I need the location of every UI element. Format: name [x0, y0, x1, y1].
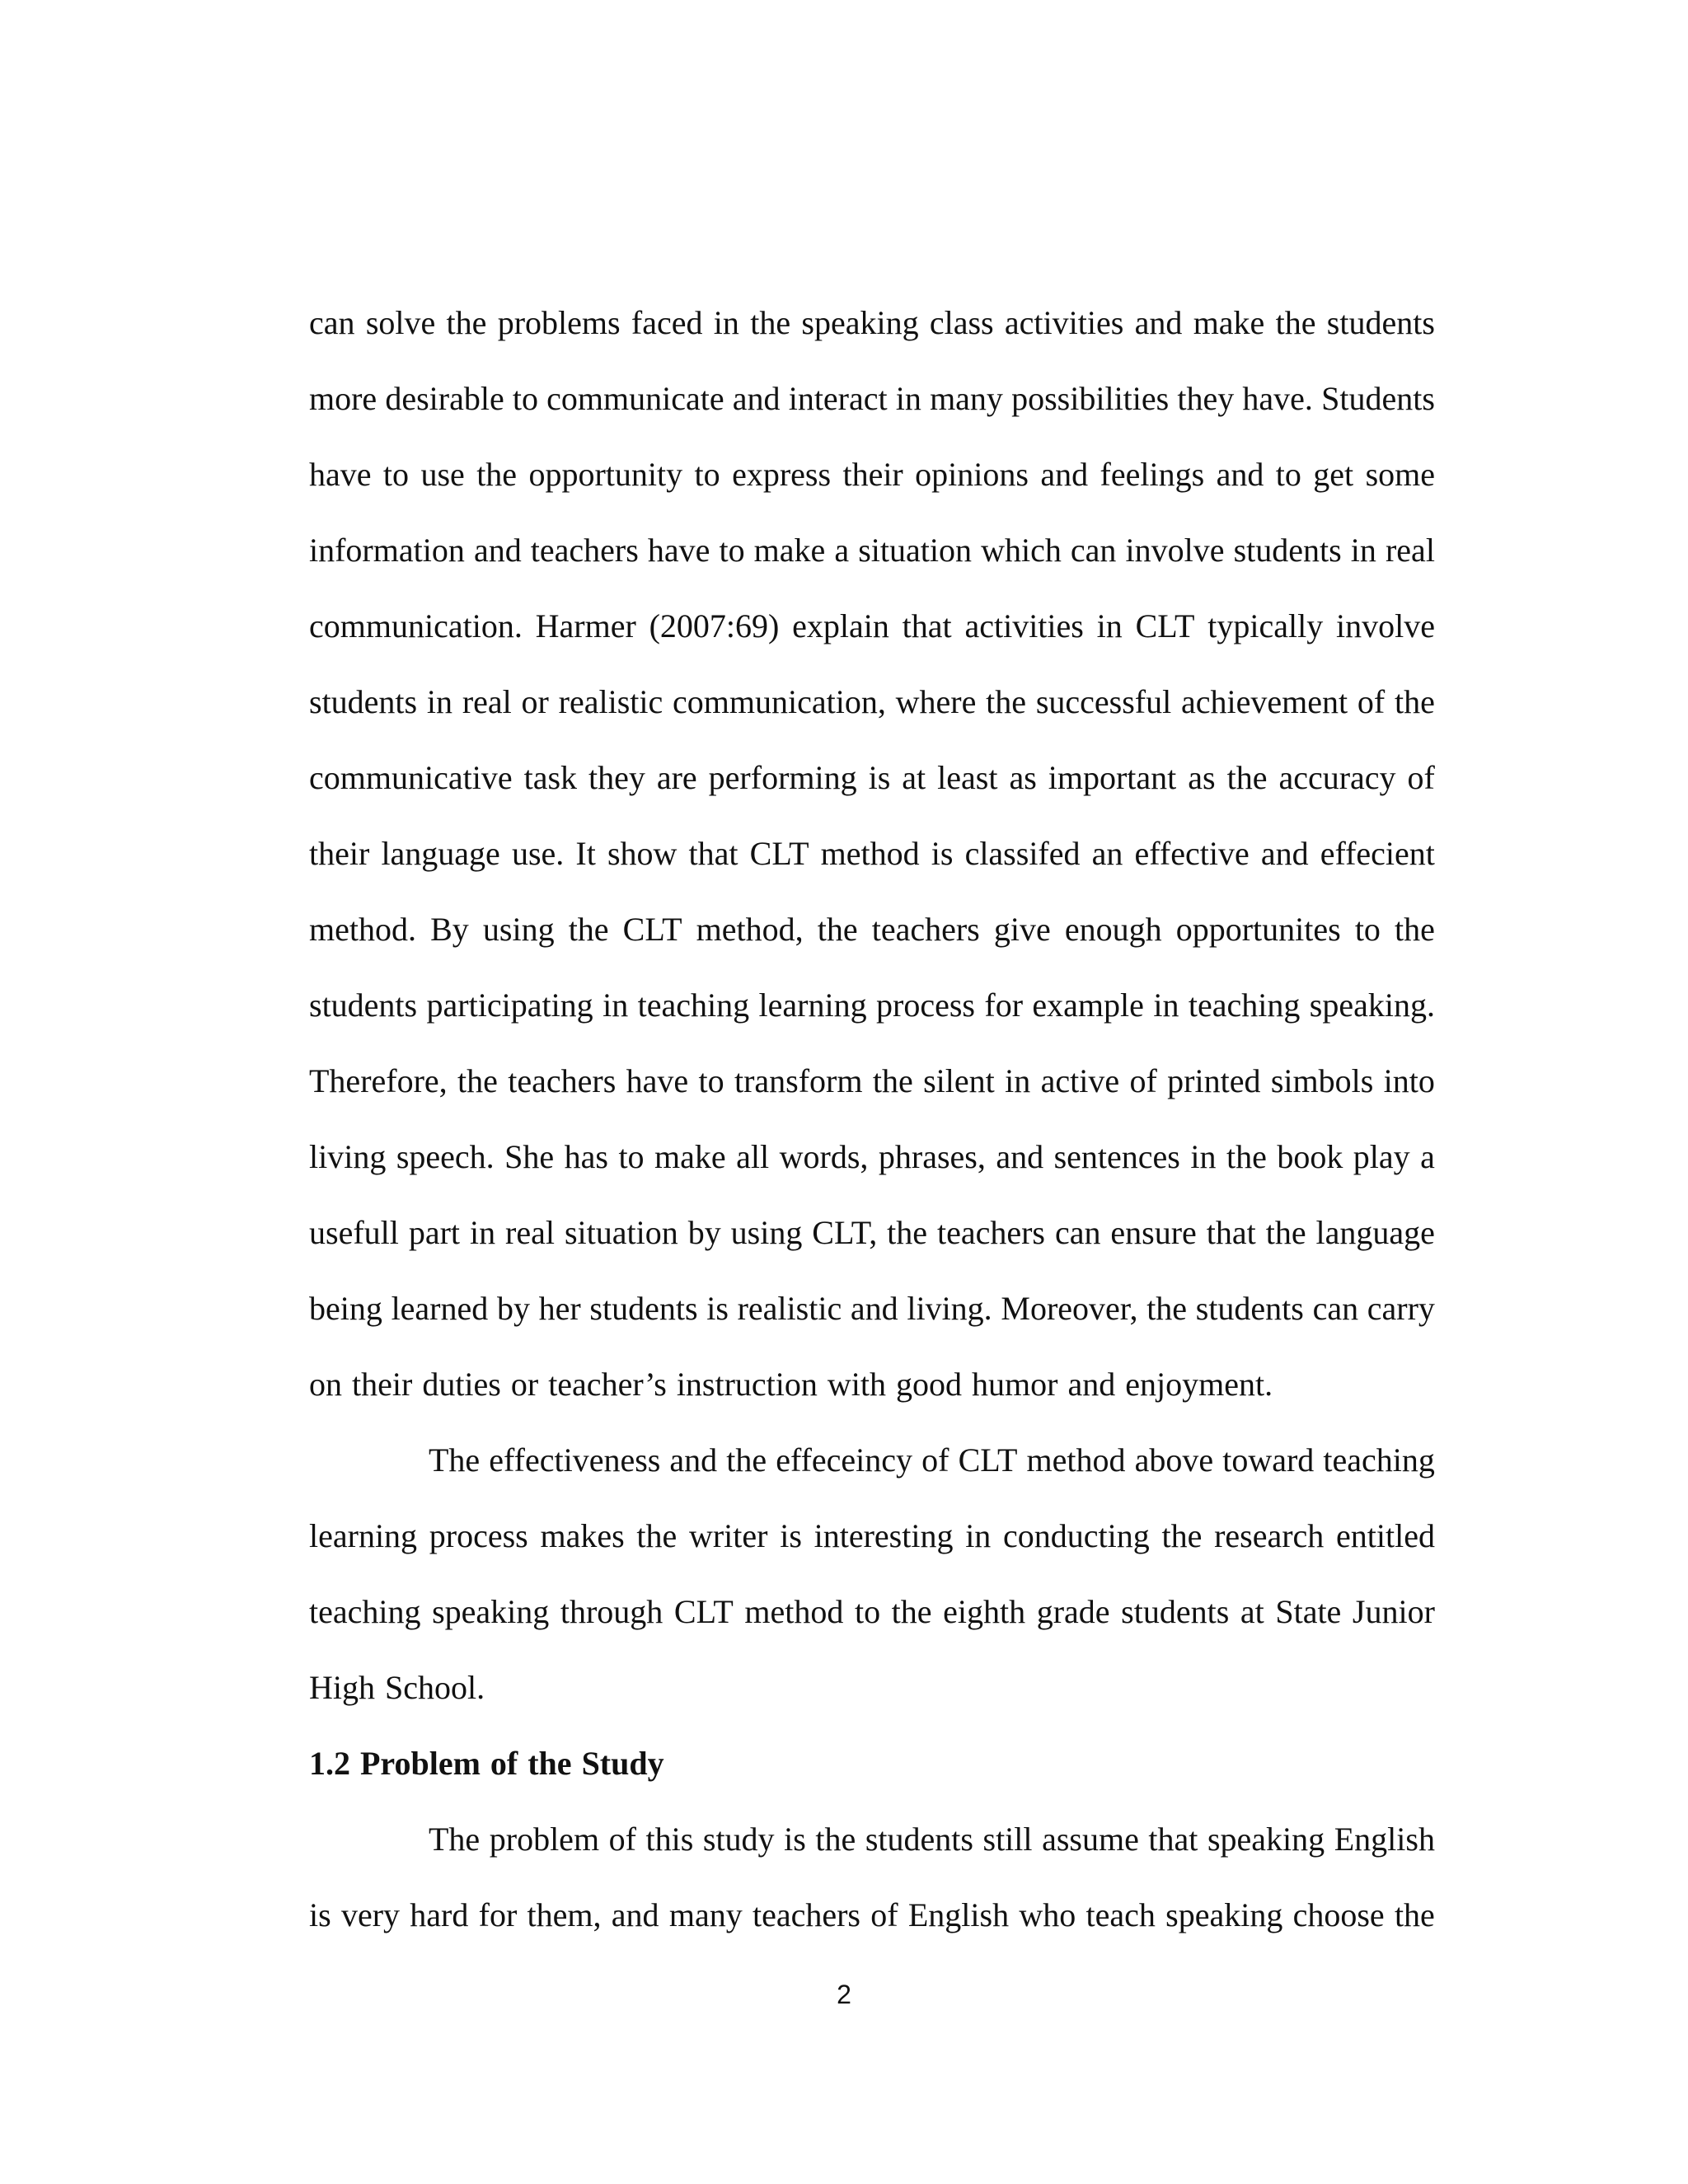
word: her [538, 1290, 581, 1327]
word: can [1054, 1214, 1101, 1251]
word: choose [1292, 1896, 1385, 1933]
word: students [309, 683, 418, 720]
word: that [1148, 1821, 1198, 1858]
word: She [504, 1138, 555, 1175]
word: successful [1035, 683, 1172, 720]
word: makes [540, 1517, 625, 1554]
word: teachers [871, 911, 980, 948]
word: speaking [801, 304, 919, 341]
word: communication. [309, 607, 523, 644]
text-line [309, 834, 1435, 910]
word: the [446, 304, 487, 341]
word: Junior [1352, 1593, 1435, 1630]
word: method [820, 835, 920, 872]
word: good [896, 1366, 963, 1403]
text-line [309, 910, 1435, 986]
word: enough [1064, 911, 1162, 948]
word: an [1091, 835, 1123, 872]
word: in [1005, 1062, 1031, 1099]
word: involve [1336, 607, 1435, 644]
word: in [426, 683, 453, 720]
word: School. [385, 1669, 485, 1706]
word: possibilities [1011, 380, 1170, 417]
word: High [309, 1669, 375, 1706]
word: writer [688, 1517, 768, 1554]
text-line [309, 1137, 1435, 1213]
word: real [505, 1214, 555, 1251]
word: communicate [546, 380, 724, 417]
word: the [1146, 1290, 1188, 1327]
word: is [868, 759, 891, 796]
text-line [309, 986, 1435, 1062]
word: teaching [1188, 987, 1301, 1024]
word: method [744, 1593, 844, 1630]
word: the [1275, 304, 1316, 341]
word: CLT [673, 1593, 734, 1630]
word: assume [1042, 1821, 1139, 1858]
word: State [1275, 1593, 1342, 1630]
word: make [1193, 304, 1265, 341]
text-line [309, 303, 1435, 379]
word: to [382, 456, 410, 493]
word: have [309, 456, 372, 493]
word: accuracy [1278, 759, 1396, 796]
text-line [309, 607, 1435, 682]
word: learned [391, 1290, 489, 1327]
word: carry [1367, 1290, 1435, 1327]
word: that [1206, 1214, 1256, 1251]
word: English [1334, 1821, 1435, 1858]
word: to [854, 1593, 881, 1630]
word: with [827, 1366, 887, 1403]
word: real [462, 683, 512, 720]
word: usefull [309, 1214, 399, 1251]
text-line [309, 455, 1435, 531]
word: a [1420, 1138, 1435, 1175]
word: play [1353, 1138, 1410, 1175]
word: involve [1125, 532, 1225, 569]
text-line [309, 1592, 1435, 1668]
word: the [528, 1745, 572, 1782]
word: more [309, 380, 377, 417]
text-line [309, 1668, 1435, 1744]
word: in [1153, 987, 1179, 1024]
word: speaking [1207, 1821, 1325, 1858]
word: achievement [1181, 683, 1348, 720]
word: CLT, [812, 1214, 878, 1251]
word: 1.2 [309, 1745, 350, 1782]
word: classifed [964, 835, 1081, 872]
word: through [560, 1593, 663, 1630]
word: Students [1321, 380, 1435, 417]
word: is [780, 1517, 802, 1554]
word: they [1177, 380, 1235, 417]
word: some [1365, 456, 1435, 493]
word: being [309, 1290, 382, 1327]
word: at [1240, 1593, 1264, 1630]
word: faced [631, 304, 703, 341]
word: sentences [1053, 1138, 1180, 1175]
word: active [1040, 1062, 1120, 1099]
word: part [408, 1214, 461, 1251]
word: and [1040, 456, 1089, 493]
word: give [993, 911, 1051, 948]
word: students [1326, 304, 1435, 341]
word: of [1357, 683, 1386, 720]
word: speech. [396, 1138, 495, 1175]
word: typically [1207, 607, 1324, 644]
word: class [929, 304, 994, 341]
word: least [937, 759, 998, 796]
word: students [309, 987, 418, 1024]
word: teachers [752, 1896, 860, 1933]
word: process [429, 1517, 528, 1554]
word: Study [581, 1745, 664, 1782]
word: activities [964, 607, 1084, 644]
word: problems [497, 304, 621, 341]
word: the [636, 1517, 678, 1554]
text-line [309, 1516, 1435, 1592]
word: CLT [1135, 607, 1195, 644]
word: have. [1242, 380, 1313, 417]
word: the [1395, 683, 1435, 720]
word: teachers [530, 532, 639, 569]
word: many [930, 380, 1003, 417]
word: Moreover, [1001, 1290, 1138, 1327]
word: the [1265, 1214, 1306, 1251]
word: the [891, 1593, 932, 1630]
word: conducting [1003, 1517, 1150, 1554]
word: opportunity [528, 456, 683, 493]
word: By [430, 911, 469, 948]
word: real [1385, 532, 1435, 569]
word: to [512, 380, 538, 417]
text-line [309, 1365, 1435, 1441]
word: into [1383, 1062, 1435, 1099]
word: this [645, 1821, 694, 1858]
word: have [626, 1062, 689, 1099]
word: phrases, [878, 1138, 986, 1175]
word: effectiveness [489, 1441, 661, 1479]
word: the [815, 1821, 856, 1858]
text-line [309, 758, 1435, 834]
word: the [986, 683, 1027, 720]
word: where [895, 683, 977, 720]
word: learning [758, 987, 867, 1024]
word: their [309, 835, 370, 872]
word: book [1277, 1138, 1343, 1175]
word: in [469, 1214, 496, 1251]
word: above [1134, 1441, 1214, 1479]
word: is [309, 1896, 331, 1933]
word: language [1315, 1214, 1435, 1251]
word: performing [708, 759, 857, 796]
word: at [902, 759, 926, 796]
word: can [1312, 1290, 1359, 1327]
word: toward [1222, 1441, 1315, 1479]
word: humor [972, 1366, 1058, 1403]
word: them, [527, 1896, 602, 1933]
word: students [1233, 532, 1342, 569]
word: language [381, 835, 500, 872]
text-line [309, 531, 1435, 607]
word: process [876, 987, 975, 1024]
word: of [921, 1441, 950, 1479]
word: express [732, 456, 832, 493]
word: can [1070, 532, 1117, 569]
word: activities [1004, 304, 1124, 341]
word: solve [365, 304, 436, 341]
text-line [309, 379, 1435, 455]
word: get [1313, 456, 1354, 493]
word: they [588, 759, 645, 796]
word: simbols [1270, 1062, 1374, 1099]
word: of [870, 1896, 898, 1933]
word: Therefore, [309, 1062, 448, 1099]
word: in [895, 380, 921, 417]
word: enjoyment. [1125, 1366, 1273, 1403]
word: a [834, 532, 850, 569]
word: learning [309, 1517, 418, 1554]
word: use. [511, 835, 565, 872]
word: is [931, 835, 954, 872]
word: teacher’s [548, 1366, 667, 1403]
word: who [1019, 1896, 1076, 1933]
word: opportunites [1175, 911, 1341, 948]
word: words, [779, 1138, 869, 1175]
word: printed [1167, 1062, 1261, 1099]
word: of [608, 1821, 636, 1858]
word: Harmer [535, 607, 636, 644]
word: The [429, 1821, 481, 1858]
text-line [309, 1062, 1435, 1137]
word: and [732, 380, 781, 417]
word: which [981, 532, 1062, 569]
word: teachers [508, 1062, 617, 1099]
word: have [647, 532, 710, 569]
word: students [1121, 1593, 1230, 1630]
text-line [309, 1289, 1435, 1365]
word: example [1032, 987, 1144, 1024]
word: using [730, 1214, 803, 1251]
word: is [784, 1821, 806, 1858]
word: the [476, 456, 518, 493]
word: are [656, 759, 697, 796]
word: students [1195, 1290, 1304, 1327]
word: the [887, 1214, 928, 1251]
word: to [719, 532, 745, 569]
word: as [1188, 759, 1216, 796]
word: to [1275, 456, 1301, 493]
word: the [568, 911, 609, 948]
word: desirable [385, 380, 504, 417]
word: participating [426, 987, 593, 1024]
word: information [309, 532, 465, 569]
word: students [865, 1821, 973, 1858]
word: all [736, 1138, 770, 1175]
word: realistic [558, 683, 663, 720]
word: has [564, 1138, 608, 1175]
word: as [1009, 759, 1037, 796]
word: effeceincy [776, 1441, 913, 1479]
word: to [1354, 911, 1381, 948]
word: still [982, 1821, 1033, 1858]
word: communicative [309, 759, 513, 796]
text-line [309, 682, 1435, 758]
word: is [706, 1290, 729, 1327]
word: the [457, 1062, 498, 1099]
word: hard [410, 1896, 469, 1933]
word: and [996, 1138, 1044, 1175]
word: speaking [1165, 1896, 1283, 1933]
word: make [654, 1138, 726, 1175]
word: show [607, 835, 678, 872]
word: situation [564, 1214, 678, 1251]
word: using [482, 911, 555, 948]
word: Problem [360, 1745, 481, 1782]
word: and [850, 1290, 898, 1327]
word: explain [792, 607, 889, 644]
word: communication, [673, 683, 886, 720]
word: duties [422, 1366, 501, 1403]
word: in [1350, 532, 1376, 569]
word: teach [1085, 1896, 1156, 1933]
word: the [1226, 1138, 1267, 1175]
word: and [1260, 835, 1309, 872]
word: by [687, 1214, 721, 1251]
word: for [478, 1896, 518, 1933]
word: grade [1036, 1593, 1110, 1630]
word: to [698, 1062, 724, 1099]
word: in [965, 1517, 992, 1554]
word: teaching [637, 987, 750, 1024]
word: (2007:69) [649, 607, 780, 644]
text-line [309, 1213, 1435, 1289]
section-heading [309, 1744, 1435, 1820]
word: the [726, 1441, 767, 1479]
word: the [1394, 1896, 1435, 1933]
word: method, [696, 911, 804, 948]
word: the [1161, 1517, 1203, 1554]
word: problem [489, 1821, 600, 1858]
word: speaking. [1309, 987, 1435, 1024]
word: silent [923, 1062, 995, 1099]
word: or [521, 683, 549, 720]
word: on [309, 1366, 342, 1403]
word: of [1407, 759, 1435, 796]
word: the [1226, 759, 1268, 796]
word: in [603, 987, 629, 1024]
word: and [669, 1441, 718, 1479]
word: use [420, 456, 465, 493]
word: by [496, 1290, 530, 1327]
word: opinions [915, 456, 1029, 493]
word: to [694, 456, 720, 493]
word: the [817, 911, 858, 948]
word: research [1214, 1517, 1325, 1554]
word: It [575, 835, 596, 872]
word: in [1190, 1138, 1217, 1175]
text-line [309, 1441, 1435, 1516]
word: effective [1134, 835, 1250, 872]
word: in [1096, 607, 1123, 644]
word: effecient [1320, 835, 1435, 872]
word: to [618, 1138, 645, 1175]
word: students [589, 1290, 698, 1327]
word: realistic [737, 1290, 842, 1327]
word: transform [734, 1062, 863, 1099]
word: or [510, 1366, 539, 1403]
word: the [1395, 911, 1435, 948]
word: make [753, 532, 826, 569]
word: task [523, 759, 578, 796]
word: feelings [1100, 456, 1205, 493]
word: and [473, 532, 522, 569]
word: situation [858, 532, 972, 569]
word: and [1216, 456, 1264, 493]
text-line [309, 1820, 1435, 1896]
word: interact [788, 380, 888, 417]
word: very [340, 1896, 401, 1933]
word: living [309, 1138, 387, 1175]
body-text [309, 303, 1435, 1971]
word: study [702, 1821, 775, 1858]
word: speaking [432, 1593, 550, 1630]
word: and [611, 1896, 659, 1933]
word: in [713, 304, 739, 341]
word: The [429, 1441, 481, 1479]
word: and [1067, 1366, 1116, 1403]
word: of [1129, 1062, 1157, 1099]
word: their [842, 456, 903, 493]
word: CLT [958, 1441, 1018, 1479]
word: and [1134, 304, 1183, 341]
word: interesting [814, 1517, 954, 1554]
word: entitled [1336, 1517, 1435, 1554]
word: the [872, 1062, 913, 1099]
word: teaching [1323, 1441, 1435, 1479]
text-line [309, 1896, 1435, 1971]
word: that [902, 607, 952, 644]
word: of [490, 1745, 518, 1782]
word: method. [309, 911, 416, 948]
word: CLT [622, 911, 682, 948]
word: teachers [936, 1214, 1045, 1251]
word: living. [907, 1290, 992, 1327]
word: can [309, 304, 355, 341]
word: CLT [749, 835, 809, 872]
word: English [907, 1896, 1010, 1933]
page-number: 2 [837, 1980, 851, 2009]
word: their [352, 1366, 413, 1403]
word: instruction [676, 1366, 818, 1403]
word: for [984, 987, 1024, 1024]
word: important [1048, 759, 1177, 796]
word: that [688, 835, 738, 872]
word: many [668, 1896, 743, 1933]
word: method [1026, 1441, 1126, 1479]
word: ensure [1110, 1214, 1197, 1251]
word: eighth [943, 1593, 1026, 1630]
word: the [750, 304, 791, 341]
word: teaching [309, 1593, 421, 1630]
